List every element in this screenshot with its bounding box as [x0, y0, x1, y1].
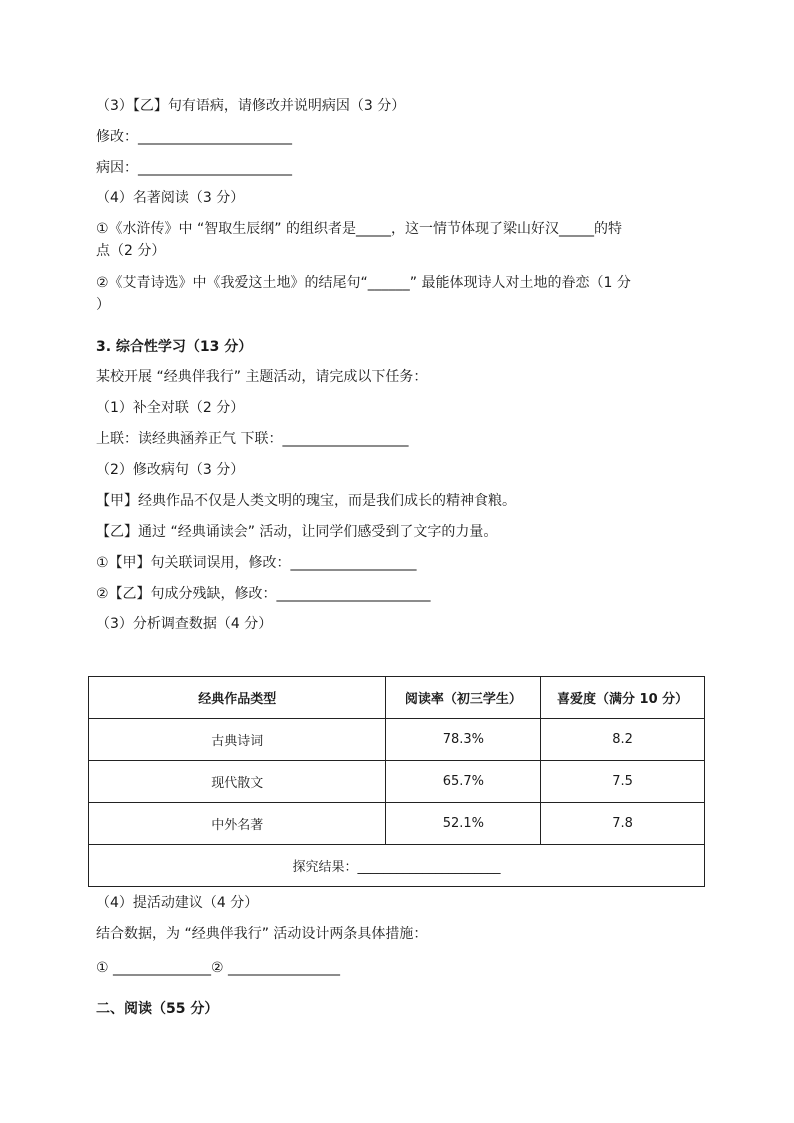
- table-row: [89, 719, 705, 761]
- table-cell: 7.5: [541, 761, 705, 803]
- table-header-row: [89, 677, 705, 719]
- table-result-cell: 探究结果：______________________: [89, 845, 705, 887]
- q3-couplet-line: 上联：读经典涵养正气 下联：__________________: [96, 431, 409, 447]
- table-cell: 现代散文: [89, 761, 386, 803]
- q3-part4-prompt: （4）提活动建议（4 分）: [96, 895, 259, 911]
- q3-fix2-line: ②【乙】句成分残缺，修改：______________________: [96, 586, 431, 602]
- q2-4-item1-line2: 点（2 分）: [96, 243, 166, 259]
- q2-3-prompt: （3）【乙】句有语病，请修改并说明病因（3 分）: [96, 98, 406, 114]
- table-cell: 65.7%: [386, 761, 541, 803]
- table-cell: 78.3%: [386, 719, 541, 761]
- q2-4-item2-line2: ）: [96, 297, 110, 313]
- q3-part4-answer-lines: ① ______________② ________________: [96, 960, 341, 976]
- q3-fix1-line: ①【甲】句关联词误用，修改：__________________: [96, 555, 417, 571]
- table-cell: 52.1%: [386, 803, 541, 845]
- table-cell: 古典诗词: [89, 719, 386, 761]
- table-result-row: [89, 845, 705, 887]
- q3-part1-prompt: （1）补全对联（2 分）: [96, 400, 245, 416]
- survey-table: [88, 676, 705, 887]
- q3-part4-description: 结合数据，为 “经典伴我行” 活动设计两条具体措施：: [96, 926, 428, 942]
- q3-sentence-yi: 【乙】通过 “经典诵读会” 活动，让同学们感受到了文字的力量。: [96, 524, 498, 540]
- table-row: [89, 803, 705, 845]
- q3-title: 3. 综合性学习（13 分）: [96, 339, 253, 355]
- table-header-cell: 经典作品类型: [89, 677, 386, 719]
- q3-sentence-jia: 【甲】经典作品不仅是人类文明的瑰宝，而是我们成长的精神食粮。: [96, 493, 516, 509]
- q3-part3-prompt: （3）分析调查数据（4 分）: [96, 616, 273, 632]
- table-header-cell: 阅读率（初三学生）: [386, 677, 541, 719]
- table-cell: 7.8: [541, 803, 705, 845]
- q3-intro: 某校开展 “经典伴我行” 主题活动，请完成以下任务：: [96, 369, 428, 385]
- table-cell: 中外名著: [89, 803, 386, 845]
- q2-4-item1-line1: ①《水浒传》中 “智取生辰纲” 的组织者是_____，这一情节体现了梁山好汉_____的特: [96, 221, 622, 237]
- q2-3-cause-line: 病因：______________________: [96, 160, 292, 176]
- q2-4-item2-line1: ②《艾青诗选》中《我爱这土地》的结尾句“______” 最能体现诗人对土地的眷恋（1 分: [96, 275, 631, 291]
- q2-3-revise-line: 修改：______________________: [96, 129, 292, 145]
- q2-4-prompt: （4）名著阅读（3 分）: [96, 190, 245, 206]
- table-header-cell: 喜爱度（满分 10 分）: [541, 677, 705, 719]
- q3-part2-prompt: （2）修改病句（3 分）: [96, 462, 245, 478]
- section-2-title: 二、阅读（55 分）: [96, 1001, 219, 1017]
- table-row: [89, 761, 705, 803]
- table-cell: 8.2: [541, 719, 705, 761]
